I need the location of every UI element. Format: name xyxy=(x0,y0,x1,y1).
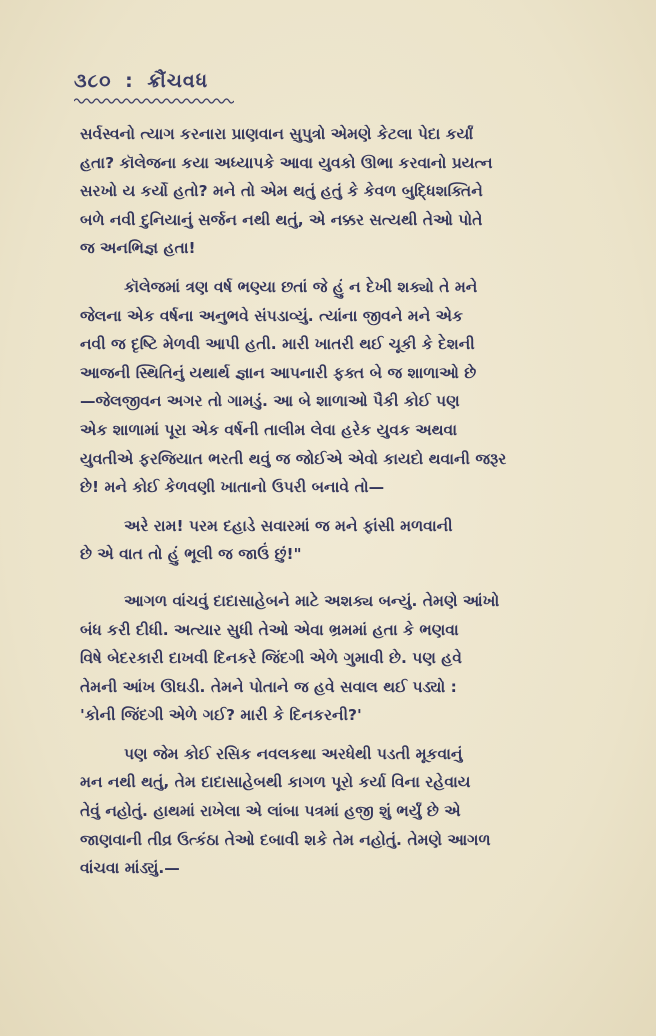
text-line: સર્વસ્વનો ત્યાગ કરનારા પ્રાણવાન સુપુત્રો એમણે કેટલા પેદા કર્યાં xyxy=(80,125,474,143)
text-line: બંધ કરી દીધી. અત્યાર સુધી તેઓ એવા ભ્રમમાં હતા કે ભણવા xyxy=(80,620,459,639)
text-line: વાંચવા માંડ્યું.— xyxy=(80,859,180,878)
text-line: જાણવાની તીવ્ર ઉત્કંઠા તેઓ દબાવી શકે તેમ નહોતું. તેમણે આગળ xyxy=(80,830,491,849)
text-line: કૉલેજમાં ત્રણ વર્ષ ભણ્યા છતાં જે હું ન દેખી શક્યો તે મને xyxy=(124,277,478,296)
text-line: આગળ વાંચવું દાદાસાહેબને માટે અશક્ય બન્યું. તેમણે આંખો xyxy=(124,591,500,610)
body-text xyxy=(80,120,608,893)
paragraph-2 xyxy=(80,273,608,502)
text-line: પણ જેમ કોઈ રસિક નવલકથા અરધેથી પડતી મૂકવાનું xyxy=(124,744,463,763)
text-line: —જેલજીવન અગર તો ગામડું. આ બે શાળાઓ પૈકી કોઈ પણ xyxy=(80,392,460,411)
text-line: એક શાળામાં પૂરા એક વર્ષની તાલીમ લેવા હરેક યુવક અથવા xyxy=(80,420,458,439)
text-line: સરખો ય કર્યો હતો? મને તો એમ થતું હતું કે કેવળ બુદ્ધિશક્તિને xyxy=(80,182,483,201)
running-head xyxy=(74,70,208,92)
text-line: નવી જ દૃષ્ટિ મેળવી આપી હતી. મારી ખાતરી થઈ ચૂકી કે દેશની xyxy=(80,335,475,354)
text-line: બળે નવી દુનિયાનું સર્જન નથી થતું, એ નક્કર સત્યથી તેઓ પોતે xyxy=(80,210,483,229)
text-line: આજની સ્થિતિનું યથાર્થ જ્ઞાન આપનારી ફક્ત બે જ શાળાઓ છે xyxy=(80,363,477,382)
paragraph-3 xyxy=(80,512,608,569)
text-line: જેલના એક વર્ષના અનુભવે સંપડાવ્યું. ત્યાંના જીવને મને એક xyxy=(80,306,463,325)
text-line: યુવતીએ ફરજિયાત ભરતી થવું જ જોઈએ એવો કાયદો થવાની જરૂર xyxy=(80,449,507,468)
text-line: અરે રામ! પરમ દહાડે સવારમાં જ મને ફાંસી મળવાની xyxy=(124,516,453,535)
text-line: 'કોની જિંદગી એળે ગઈ? મારી કે દિનકરની?' xyxy=(80,706,362,725)
text-line: વિષે બેદરકારી દાખવી દિનકરે જિંદગી એળે ગુમાવી છે. પણ હવે xyxy=(80,649,462,668)
paragraph-4 xyxy=(80,587,608,730)
text-line: મન નથી થતું, તેમ દાદાસાહેબથી કાગળ પૂરો કર્યા વિના રહેવાય xyxy=(80,773,471,792)
header-separator: : xyxy=(125,70,134,92)
page-number: ૩૮૦ xyxy=(74,70,112,92)
text-line: જ અનભિજ્ઞ હતા! xyxy=(80,239,196,258)
paragraph-1 xyxy=(80,120,608,263)
wavy-underline-ornament xyxy=(74,97,234,105)
text-line: છે! મને કોઈ કેળવણી ખાતાનો ઉપરી બનાવે તો— xyxy=(80,478,385,497)
text-line: તેવું નહોતું. હાથમાં રાખેલા એ લાંબા પત્રમાં હજી શું ભર્યું છે એ xyxy=(80,802,461,821)
text-line: તેમની આંખ ઊઘડી. તેમને પોતાને જ હવે સવાલ થઈ પડ્યો : xyxy=(80,677,457,696)
chapter-title: ક્રૌંચવધ xyxy=(147,70,209,92)
text-line: છે એ વાત તો હું ભૂલી જ જાઉં છું!" xyxy=(80,545,302,564)
text-line: હતા? કૉલેજના કયા અધ્યાપકે આવા યુવકો ઊભા કરવાનો પ્રયત્ન xyxy=(80,153,493,172)
paragraph-5 xyxy=(80,740,608,883)
